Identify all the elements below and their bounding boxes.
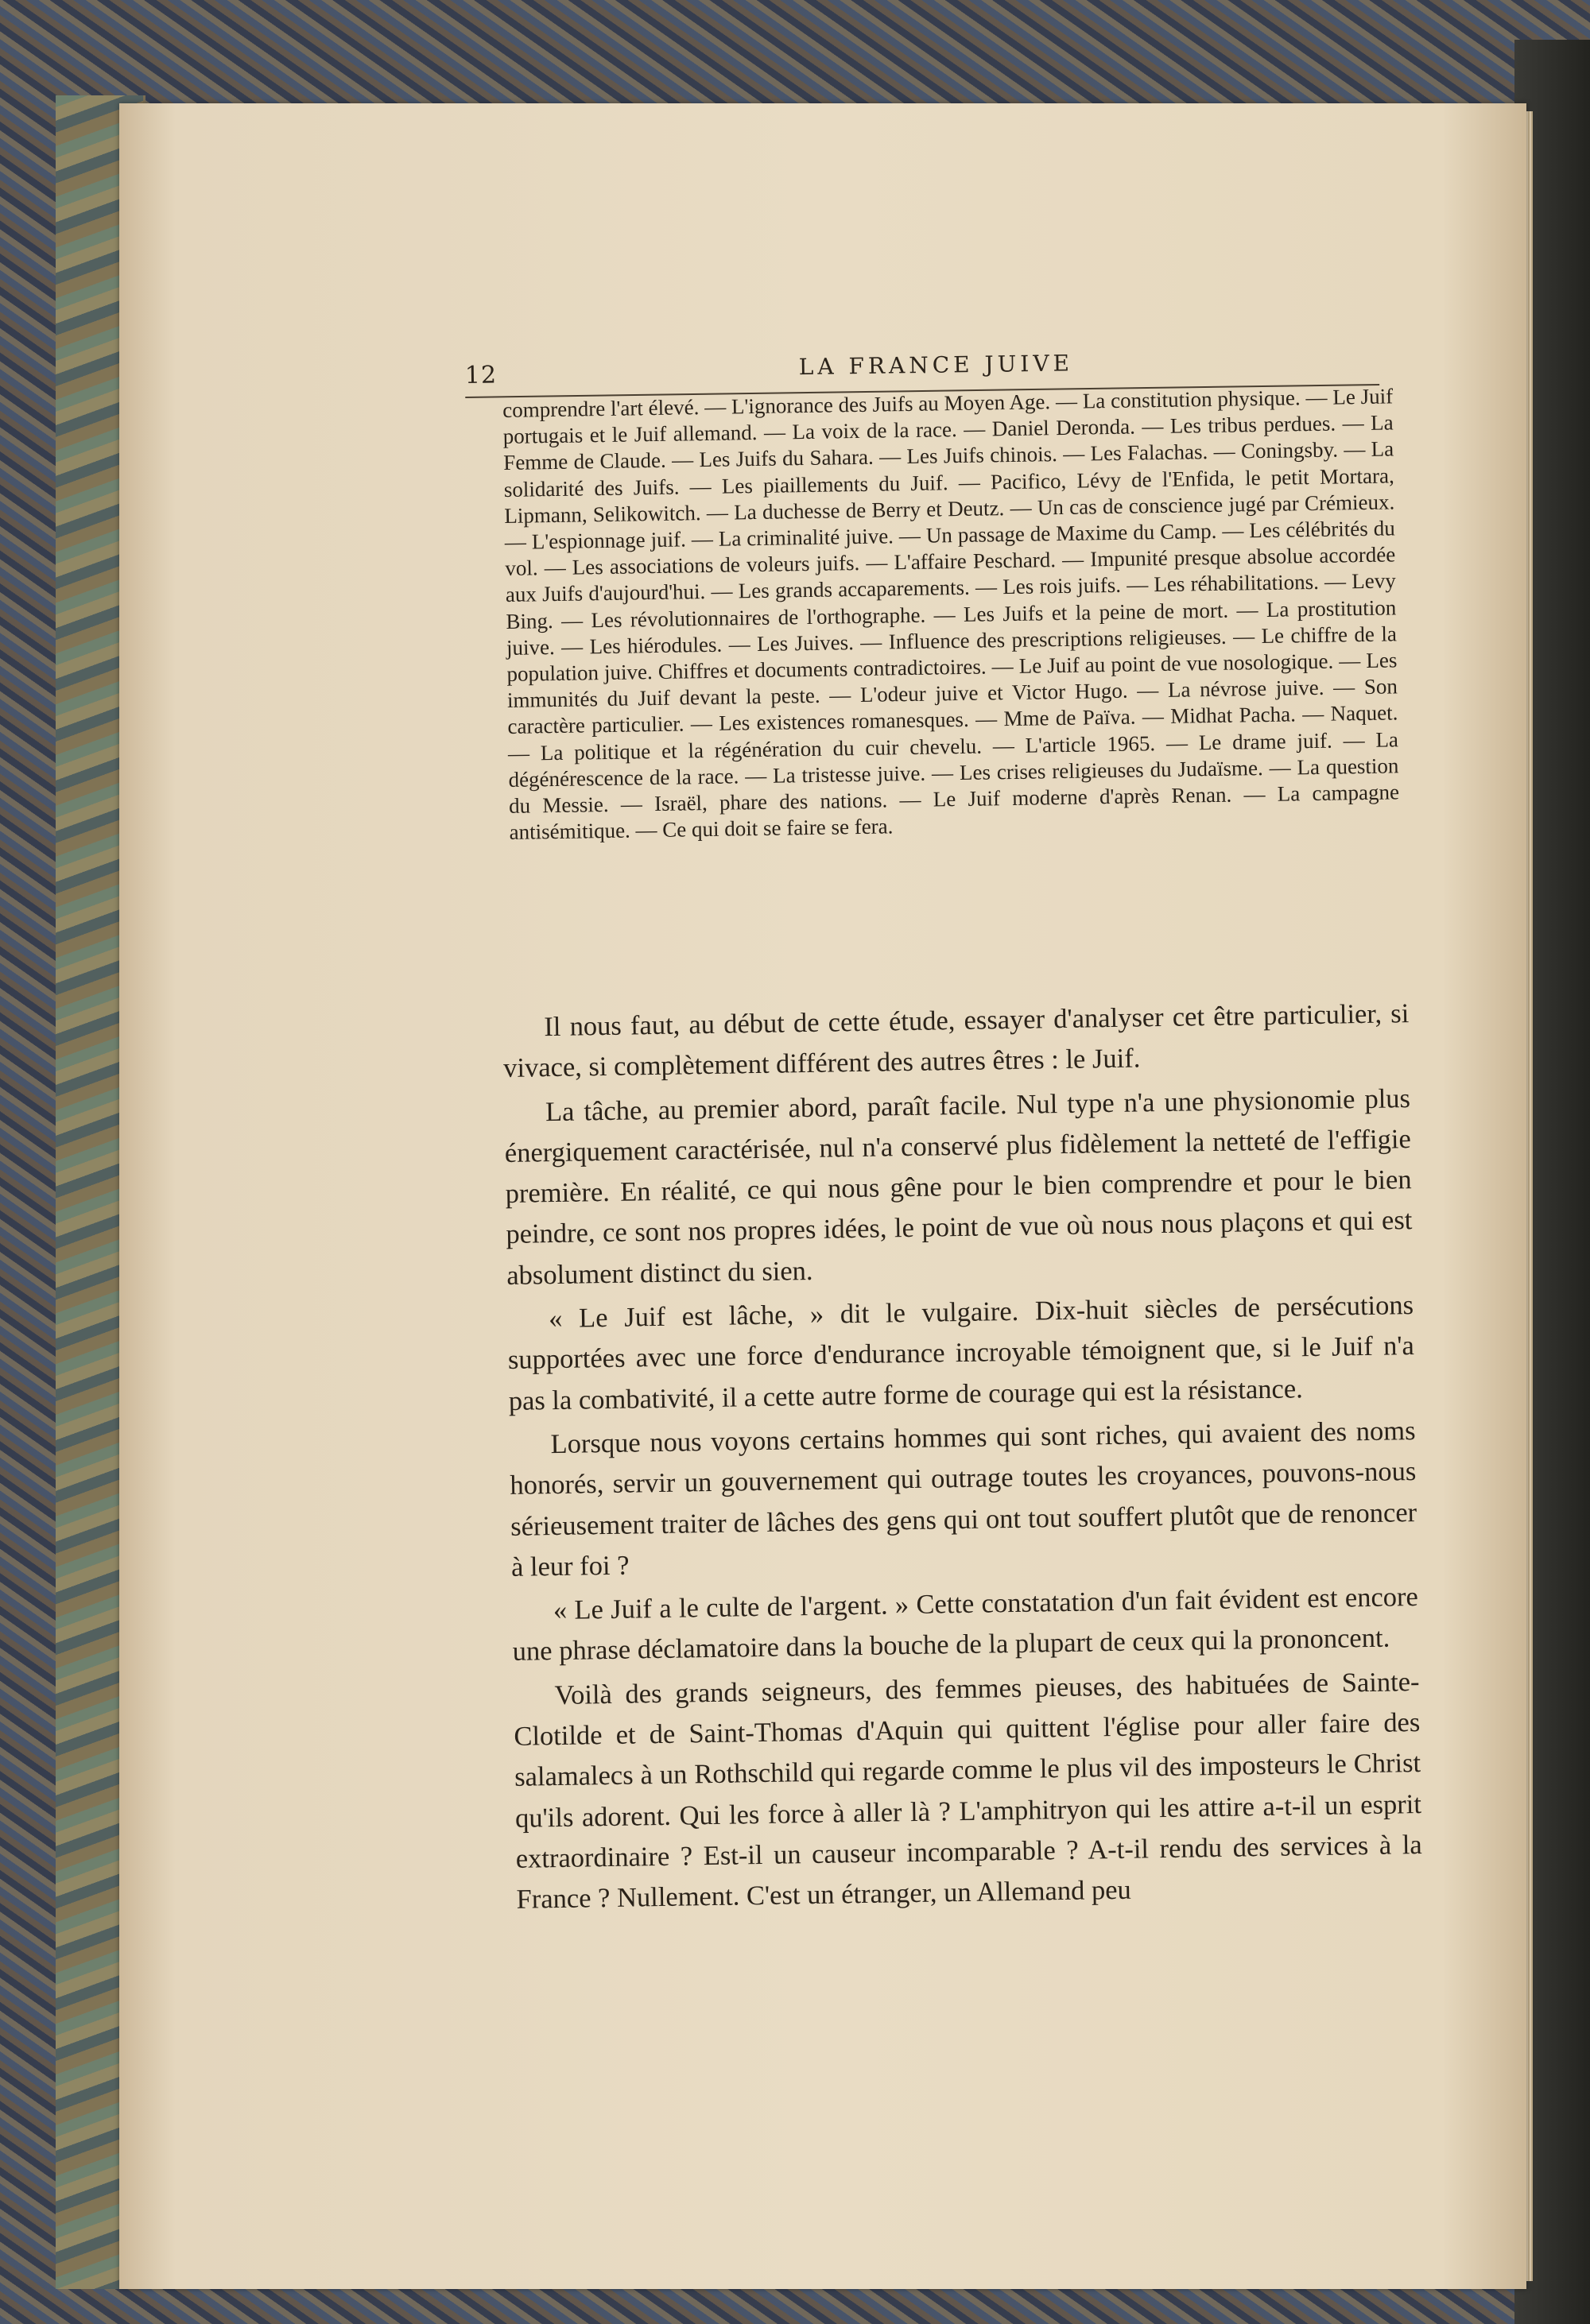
paragraph: La tâche, au premier abord, paraît facile. Nul type n'a une physionomie plus énergiquement caractérisée, nul n'a conservé plus fidèlement la netteté de l'effigie première. En réalité, ce qui nous gêne pour le bien comprendre et pour le bien peindre, ce sont nos propres idées, le point de vue où nous nous plaçons et qui est absolument distinct du sien. bbox=[504, 1083, 1413, 1291]
paragraph: Il nous faut, au début de cette étude, essayer d'analyser cet être particulier, si vivace, si complètement différent des autres êtres : le Juif. bbox=[502, 998, 1410, 1084]
body-text bbox=[502, 994, 1423, 1923]
paragraph: « Le Juif est lâche, » dit le vulgaire. Dix-huit siècles de persécutions supportées avec une force d'endurance incroyable témoignent que, si le Juif n'a pas la combativité, il a cette autre forme de courage qui est la résistance. bbox=[507, 1290, 1415, 1416]
paragraph: Lorsque nous voyons certains hommes qui sont riches, qui avaient des noms honorés, servir un gouvernement qui outrage toutes les croyances, pouvons-nous sérieusement traiter de lâches des gens qui ont tout souffert plutôt que de renoncer à leur foi ? bbox=[510, 1415, 1417, 1582]
page-number: 12 bbox=[464, 361, 498, 389]
chapter-summary bbox=[502, 383, 1400, 846]
paragraph: « Le Juif a le culte de l'argent. » Cette constatation d'un fait évident est encore une phrase déclamatoire dans la bouche de la plupart de ceux qui la prononcent. bbox=[512, 1582, 1419, 1667]
paragraph: Voilà des grands seigneurs, des femmes pieuses, des habituées de Sainte-Clotilde et de Saint-Thomas d'Aquin qui quittent l'église pour aller faire des salamalecs à un Rothschild qui regarde comme le plus vil des imposteurs le Christ qu'ils adorent. Qui les force à aller là ? L'amphitryon qui les attire a-t-il un esprit extraordinaire ? Est-il un causeur incomparable ? A-t-il rendu des services à la France ? Nullement. C'est un étranger, un Allemand peu bbox=[514, 1666, 1422, 1915]
running-title: LA FRANCE JUIVE bbox=[798, 350, 1074, 381]
page-edges bbox=[1526, 111, 1533, 2281]
summary-text: comprendre l'art élevé. — L'ignorance des Juifs au Moyen Age. — La constitution physique. — Le Juif portugais et le Juif allemand. — La voix de la race. — Daniel Deronda. — Les tribus perdues. — La Femme de Claude. — Les Juifs du Sahara. — Les Juifs chinois. — Les Falachas. — Coningsby. — La solidarité des Juifs. — Les piaillements du Juif. — Pacifico, Lévy de l'Enfida, le petit Mortara, Lipmann, Selikowitch. — La duchesse de Berry et Deutz. — Un cas de conscience jugé par Crémieux. — L'espionnage juif. — La criminalité juive. — Un passage de Maxime du Camp. — Les célébrités du vol. — Les associations de voleurs juifs. — L'affaire Peschard. — Impunité presque absolue accordée aux Juifs d'aujourd'hui. — Les grands accaparements. — Les rois juifs. — Les réhabilitations. — Levy Bing. — Les révolutionnaires de l'orthographe. — Les Juifs et la peine de mort. — La prostitution juive. — Les hiérodules. — Les Juives. — Influence des prescriptions religieuses. — Le chiffre de la population juive. Chiffres et documents contradictoires. — Le Juif au point de vue nosologique. — Les immunités du Juif devant la peste. — L'odeur juive et Victor Hugo. — La névrose juive. — Son caractère particulier. — Les existences romanesques. — Mme de Païva. — Midhat Pacha. — Naquet. — La politique et la régénération du cuir chevelu. — L'article 1965. — Le drame juif. — La dégénérescence de la race. — La tristesse juive. — Les crises religieuses du Judaïsme. — La question du Messie. — Israël, phare des nations. — Le Juif moderne d'après Renan. — La campagne antisémitique. — Ce qui doit se faire se fera. bbox=[502, 384, 1400, 845]
